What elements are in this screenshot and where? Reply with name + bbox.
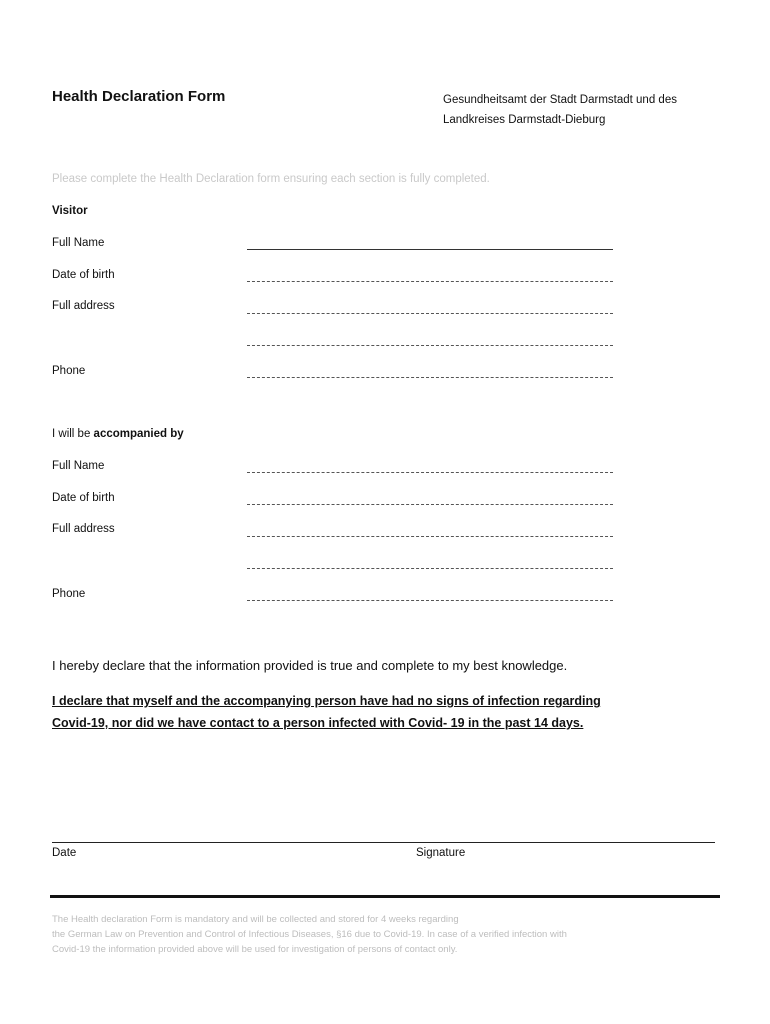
page-title: Health Declaration Form <box>52 88 226 105</box>
visitor-address-field-2[interactable] <box>247 345 613 346</box>
signature-line[interactable] <box>52 842 715 843</box>
issuing-authority <box>443 90 677 130</box>
visitor-address-field-1[interactable] <box>247 313 613 314</box>
footer-line-3: Covid-19 the information provided above will be used for investigation of persons of contact only. <box>52 944 458 955</box>
date-label: Date <box>52 847 77 859</box>
companion-full-name-label: Full Name <box>52 460 105 472</box>
companion-address-label: Full address <box>52 523 115 535</box>
signature-label: Signature <box>416 847 466 859</box>
companion-heading-bold: accompanied by <box>93 428 184 440</box>
intro-instructions: Please complete the Health Declaration form ensuring each section is fully completed. <box>52 173 490 185</box>
companion-dob-label: Date of birth <box>52 492 115 504</box>
footer-divider <box>50 895 720 898</box>
visitor-dob-field[interactable] <box>247 281 613 282</box>
companion-address-field-1[interactable] <box>247 536 613 537</box>
footer-notice <box>52 912 712 957</box>
footer-line-1: The Health declaration Form is mandatory and will be collected and stored for 4 weeks regarding <box>52 914 459 925</box>
companion-address-field-2[interactable] <box>247 568 613 569</box>
companion-heading-prefix: I will be <box>52 428 94 440</box>
footer-line-2: the German Law on Prevention and Control of Infectious Diseases, §16 due to Covid-19. In case of a verified infection with <box>52 929 567 940</box>
declaration-statement: I hereby declare that the information provided is true and complete to my best knowledge. <box>52 658 568 673</box>
visitor-full-name-label: Full Name <box>52 237 105 249</box>
visitor-phone-field[interactable] <box>247 377 613 378</box>
visitor-dob-label: Date of birth <box>52 269 115 281</box>
covid-declaration-line-2: Covid-19, nor did we have contact to a person infected with Covid- 19 in the past 14 days. <box>52 716 584 730</box>
companion-phone-field[interactable] <box>247 600 613 601</box>
companion-heading <box>52 428 184 440</box>
companion-phone-label: Phone <box>52 588 86 600</box>
visitor-heading: Visitor <box>52 205 88 217</box>
authority-line-2: Landkreises Darmstadt-Dieburg <box>443 114 606 126</box>
visitor-phone-label: Phone <box>52 365 86 377</box>
covid-declaration-line-1: I declare that myself and the accompanying person have had no signs of infection regarding <box>52 694 601 708</box>
visitor-full-name-field[interactable] <box>247 249 613 250</box>
companion-dob-field[interactable] <box>247 504 613 505</box>
authority-line-1: Gesundheitsamt der Stadt Darmstadt und des <box>443 94 677 106</box>
companion-full-name-field[interactable] <box>247 472 613 473</box>
visitor-address-label: Full address <box>52 300 115 312</box>
covid-declaration <box>52 690 712 734</box>
